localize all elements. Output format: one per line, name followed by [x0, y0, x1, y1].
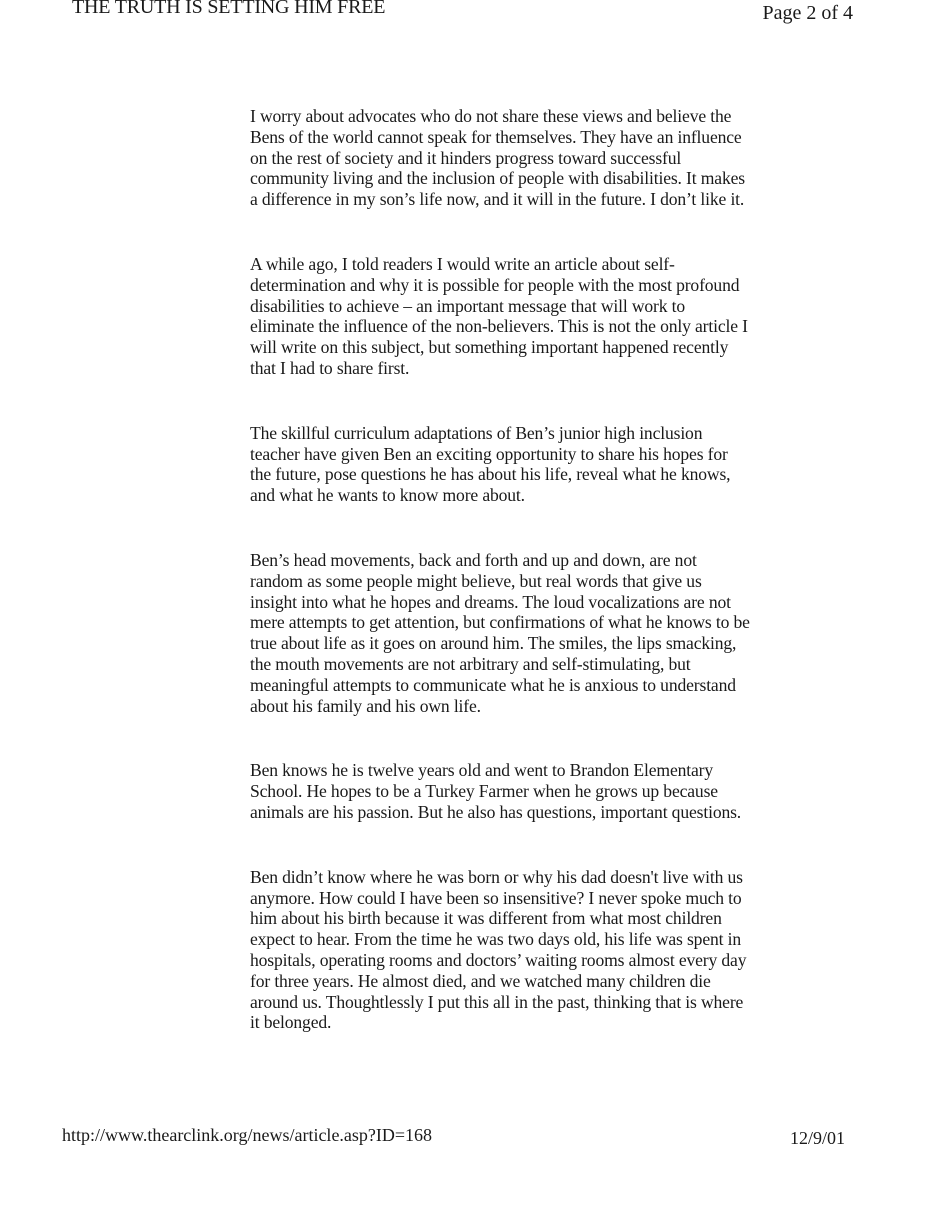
- paragraph-4: Ben’s head movements, back and forth and up and down, are not random as some people might believe, but real words that give us insight into what he hopes and dreams. The loud vocalizations are not mere attempts to get attention, but confirmations of what he knows to be true about life as it goes on around him. The smiles, the lips smacking, the mouth movements are not arbitrary and self-stimulating, but meaningful attempts to communicate what he is anxious to understand about his family and his own life.: [250, 549, 750, 716]
- document-title: THE TRUTH IS SETTING HIM FREE: [72, 0, 386, 18]
- paragraph-1: I worry about advocates who do not share these views and believe the Bens of the world cannot speak for themselves. They have an influence on the rest of society and it hinders progress toward successful community living and the inclusion of people with disabilities. It makes a difference in my son’s life now, and it will in the future. I don’t like it.: [250, 106, 745, 210]
- paragraph-3: The skillful curriculum adaptations of Ben’s junior high inclusion teacher have given Ben an exciting opportunity to share his hopes for the future, pose questions he has about his life, reveal what he knows, and what he wants to know more about.: [250, 422, 731, 506]
- footer-date: 12/9/01: [789, 1128, 845, 1148]
- footer-url: http://www.thearclink.org/news/article.asp?ID=168: [62, 1125, 433, 1145]
- paragraph-6: Ben didn’t know where he was born or why his dad doesn't live with us anymore. How could I have been so insensitive? I never spoke much to him about his birth because it was different from what most children expect to hear. From the time he was two days old, his life was spent in hospitals, operating rooms and doctors’ waiting rooms almost every day for three years. He almost died, and we watched many children die around us. Thoughtlessly I put this all in the past, thinking that is where it belonged.: [250, 866, 747, 1033]
- article-body: [250, 106, 750, 1055]
- paragraph-5: Ben knows he is twelve years old and went to Brandon Elementary School. He hopes to be a Turkey Farmer when he grows up because animals are his passion. But he also has questions, important questions.: [250, 760, 742, 822]
- paragraph-2: A while ago, I told readers I would write an article about self-determination and why it is possible for people with the most profound disabilities to achieve – an important message that will work to eliminate the influence of the non-believers. This is not the only article I will write on this subject, but something important happened recently that I had to share first.: [250, 253, 748, 378]
- page-indicator: Page 2 of 4: [762, 2, 853, 24]
